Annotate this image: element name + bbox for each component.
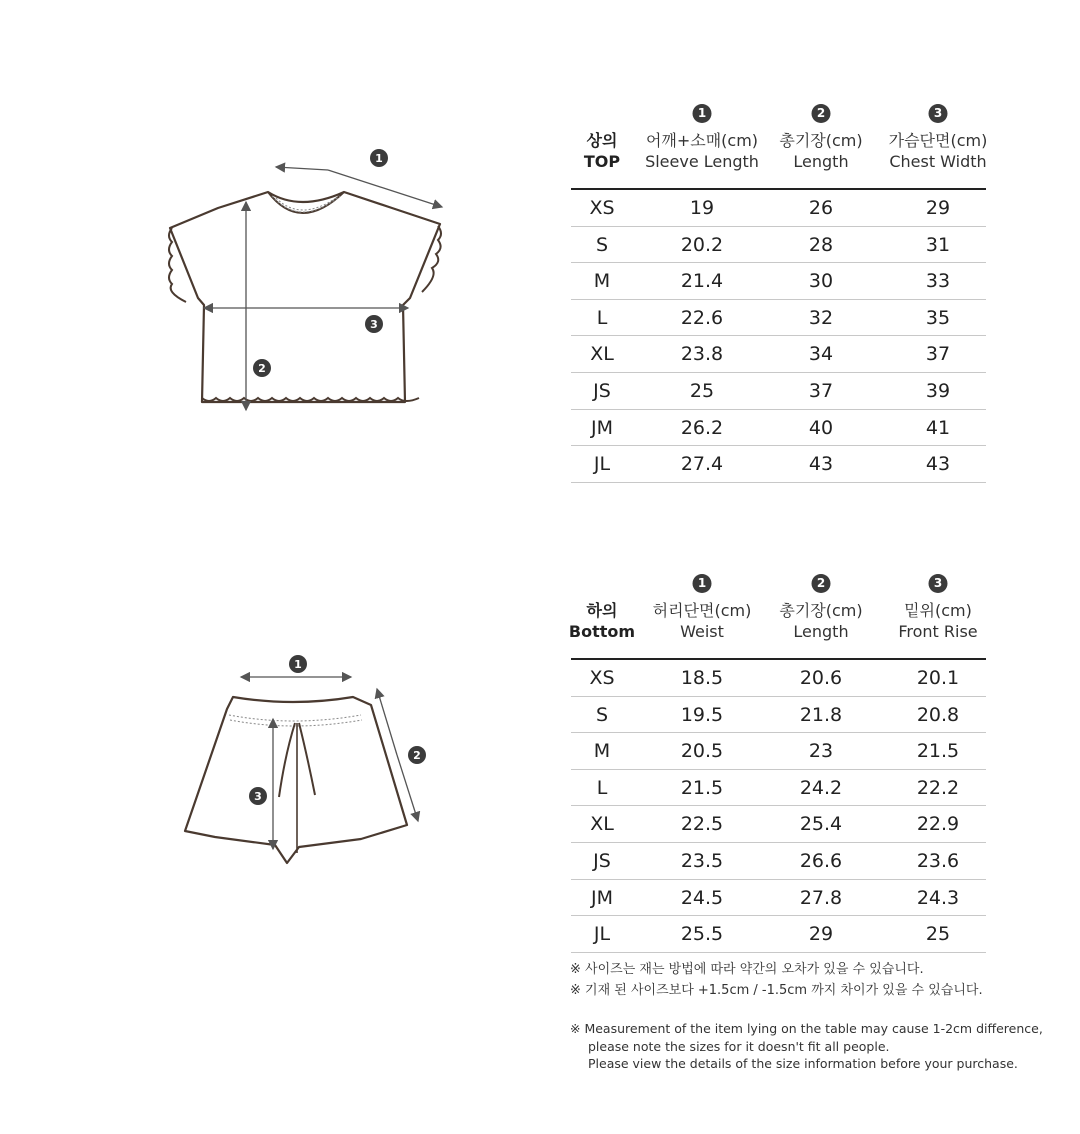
svg-text:2: 2 — [258, 362, 266, 375]
value-cell: 21.4 — [680, 270, 724, 293]
note-line: ※ 기재 된 사이즈보다 +1.5cm / -1.5cm 까지 차이가 있을 수 있습니다. — [570, 983, 983, 998]
value-cell: 23 — [808, 740, 834, 763]
header-line-kr: 하의 — [586, 601, 618, 620]
size-cell: S — [595, 703, 609, 726]
header-sleeve-length — [645, 130, 759, 172]
value-cell: 35 — [925, 306, 951, 329]
shorts-illustration — [175, 645, 440, 870]
value-cell: 19.5 — [680, 703, 724, 726]
value-cell: 34 — [808, 343, 834, 366]
value-cell: 21.5 — [680, 776, 724, 799]
value-cell: 18.5 — [680, 667, 724, 689]
size-cell: S — [595, 233, 609, 256]
size-cell: JS — [593, 379, 611, 402]
column-badge-2: 2 — [812, 104, 831, 123]
value-cell: 27.4 — [680, 453, 724, 476]
header-line-en: Sleeve Length — [645, 152, 759, 171]
header-line-en: Length — [793, 622, 849, 641]
english-size-notes — [570, 1020, 1043, 1073]
size-cell: M — [593, 740, 611, 763]
value-cell: 21.5 — [916, 740, 960, 763]
bottom-size-table — [568, 574, 986, 949]
table-row — [571, 660, 986, 697]
shorts-outline — [185, 697, 407, 863]
note-line: please note the sizes for it doesn't fit all people. — [588, 1038, 890, 1054]
value-cell: 21.8 — [799, 703, 843, 726]
header-line-en: Length — [793, 152, 849, 171]
column-badge-1: 1 — [693, 574, 712, 593]
header-line-kr: 총기장(cm) — [779, 601, 863, 620]
table-row — [571, 446, 986, 483]
header-chest-width — [889, 130, 988, 172]
header-waist — [653, 600, 752, 642]
top-badge-1 — [370, 149, 388, 167]
hem-ruffle — [202, 398, 419, 401]
column-badge-2: 2 — [812, 574, 831, 593]
korean-size-notes — [570, 959, 983, 1001]
size-cell: JM — [591, 886, 613, 909]
tshirt-illustration — [160, 140, 460, 425]
header-length — [779, 130, 862, 172]
size-cell: L — [596, 776, 608, 799]
value-cell: 40 — [808, 416, 834, 439]
table-row — [571, 880, 986, 917]
size-cell: JM — [591, 416, 613, 439]
value-cell: 22.6 — [680, 306, 724, 329]
top-badge-2 — [253, 359, 271, 377]
value-cell: 30 — [808, 270, 834, 293]
header-line-kr: 가슴단면(cm) — [888, 131, 988, 150]
top-table-body — [571, 190, 986, 483]
size-cell: JL — [593, 453, 611, 476]
value-cell: 19 — [689, 197, 715, 219]
value-cell: 24.2 — [799, 776, 843, 799]
value-cell: 32 — [808, 306, 834, 329]
bottom-table-header — [568, 600, 986, 650]
value-cell: 26.6 — [799, 849, 843, 872]
bottom-table-column-badges — [571, 574, 986, 600]
size-cell: XS — [589, 197, 615, 219]
table-row — [571, 263, 986, 300]
table-row — [571, 770, 986, 807]
header-front-rise — [898, 600, 977, 642]
value-cell: 29 — [925, 197, 951, 219]
value-cell: 37 — [808, 379, 834, 402]
value-cell: 43 — [808, 453, 834, 476]
svg-text:1: 1 — [294, 658, 302, 671]
size-cell: M — [593, 270, 611, 293]
svg-text:3: 3 — [370, 318, 378, 331]
value-cell: 23.8 — [680, 343, 724, 366]
bottom-table-body — [571, 660, 986, 953]
value-cell: 33 — [925, 270, 951, 293]
value-cell: 22.9 — [916, 813, 960, 836]
header-line-en: Chest Width — [889, 152, 987, 171]
svg-text:2: 2 — [413, 749, 421, 762]
size-cell: XL — [590, 813, 614, 836]
table-row — [571, 733, 986, 770]
header-size — [569, 600, 635, 642]
top-size-table — [571, 104, 986, 479]
header-line-en: Bottom — [568, 622, 636, 641]
table-row — [571, 916, 986, 953]
top-garment-diagram — [160, 140, 460, 425]
size-cell: XS — [589, 667, 615, 689]
table-row — [571, 190, 986, 227]
header-line-kr: 상의 — [586, 131, 618, 150]
table-row — [571, 373, 986, 410]
value-cell: 20.1 — [916, 667, 960, 689]
value-cell: 39 — [925, 379, 951, 402]
value-cell: 26 — [808, 197, 834, 219]
table-row — [571, 227, 986, 264]
value-cell: 25 — [925, 923, 951, 946]
value-cell: 25.4 — [799, 813, 843, 836]
bottom-garment-diagram — [175, 645, 440, 870]
header-line-en: Front Rise — [898, 622, 978, 641]
svg-text:3: 3 — [254, 790, 262, 803]
table-row — [571, 300, 986, 337]
bottom-badge-2 — [408, 746, 426, 764]
size-cell: JS — [593, 849, 611, 872]
table-row — [571, 336, 986, 373]
value-cell: 24.3 — [916, 886, 960, 909]
column-badge-1: 1 — [693, 104, 712, 123]
header-line-kr: 어깨+소매(cm) — [645, 131, 759, 150]
top-table-column-badges — [571, 104, 986, 130]
size-cell: XL — [590, 343, 614, 366]
value-cell: 25.5 — [680, 923, 724, 946]
header-line-en: Weist — [680, 622, 724, 641]
header-length — [779, 600, 862, 642]
value-cell: 31 — [925, 233, 951, 256]
bottom-badge-3 — [249, 787, 267, 805]
value-cell: 25 — [689, 379, 715, 402]
value-cell: 26.2 — [680, 416, 724, 439]
note-line: ※ Measurement of the item lying on the table may cause 1-2cm difference, — [570, 1021, 1043, 1036]
value-cell: 23.5 — [680, 849, 724, 872]
value-cell: 29 — [808, 923, 834, 946]
value-cell: 27.8 — [799, 886, 843, 909]
header-line-kr: 허리단면(cm) — [652, 601, 752, 620]
svg-text:1: 1 — [375, 152, 383, 165]
value-cell: 20.5 — [680, 740, 724, 763]
value-cell: 41 — [925, 416, 951, 439]
column-badge-3: 3 — [929, 104, 948, 123]
tshirt-outline — [170, 192, 440, 402]
table-row — [571, 697, 986, 734]
table-row — [571, 843, 986, 880]
value-cell: 23.6 — [916, 849, 960, 872]
table-row — [571, 806, 986, 843]
value-cell: 28 — [808, 233, 834, 256]
value-cell: 20.2 — [680, 233, 724, 256]
top-badge-3 — [365, 315, 383, 333]
table-row — [571, 410, 986, 447]
header-size — [584, 130, 620, 172]
size-cell: JL — [593, 923, 611, 946]
header-line-kr: 밑위(cm) — [904, 601, 972, 620]
value-cell: 20.6 — [799, 667, 843, 689]
value-cell: 43 — [925, 453, 951, 476]
header-line-en: TOP — [583, 152, 621, 171]
value-cell: 22.5 — [680, 813, 724, 836]
size-cell: L — [596, 306, 608, 329]
value-cell: 37 — [925, 343, 951, 366]
column-badge-3: 3 — [929, 574, 948, 593]
bottom-badge-1 — [289, 655, 307, 673]
top-table-header — [571, 130, 986, 180]
value-cell: 20.8 — [916, 703, 960, 726]
note-line: Please view the details of the size information before your purchase. — [588, 1056, 1018, 1071]
header-line-kr: 총기장(cm) — [779, 131, 863, 150]
note-line: ※ 사이즈는 재는 방법에 따라 약간의 오차가 있을 수 있습니다. — [570, 962, 924, 977]
value-cell: 22.2 — [916, 776, 960, 799]
value-cell: 24.5 — [680, 886, 724, 909]
